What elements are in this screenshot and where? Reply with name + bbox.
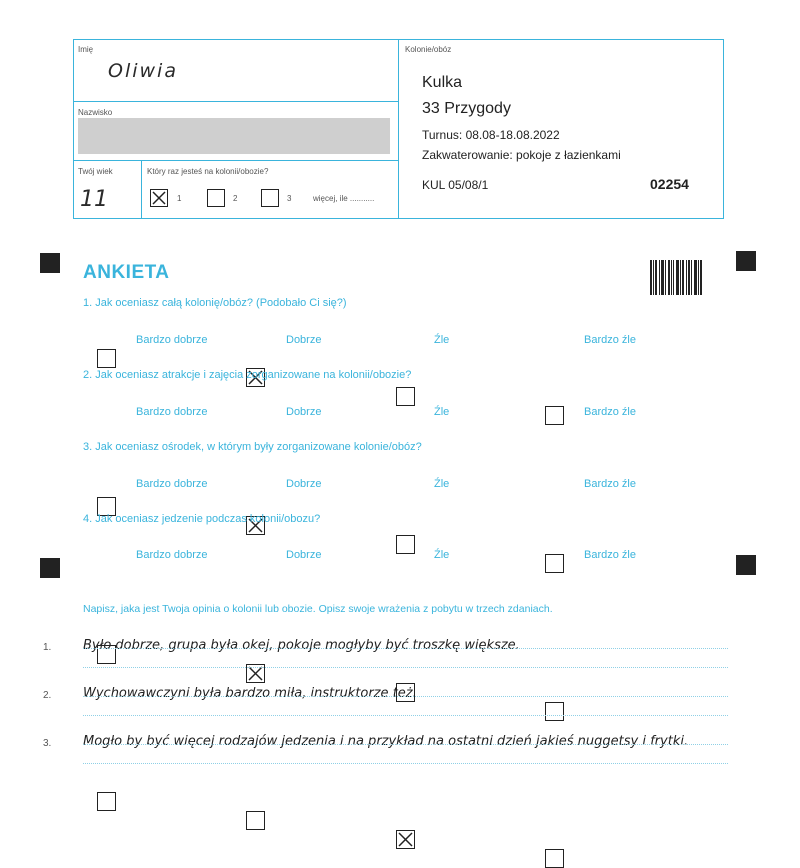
dotted-line — [83, 667, 728, 668]
registration-marker — [40, 558, 60, 578]
times-more-label: więcej, ile ........... — [313, 194, 375, 203]
times-opt-label: 2 — [233, 194, 238, 203]
rating-checkbox[interactable] — [396, 387, 415, 406]
rating-option-label: Dobrze — [286, 406, 322, 418]
times-checkbox-3[interactable] — [261, 189, 279, 207]
rating-checkbox[interactable] — [545, 554, 564, 573]
rating-option-label: Bardzo źle — [584, 549, 636, 561]
times-opt-label: 3 — [287, 194, 292, 203]
rating-checkbox[interactable] — [246, 811, 265, 830]
times-opt-label: 1 — [177, 194, 182, 203]
dotted-line — [83, 744, 728, 745]
question-text: 3. Jak oceniasz ośrodek, w którym były zorganizowane kolonie/obóz? — [83, 441, 422, 453]
camp-code: KUL 05/08/1 — [422, 178, 489, 192]
dotted-line — [83, 648, 728, 649]
times-checkbox-1[interactable] — [150, 189, 168, 207]
question-text: 1. Jak oceniasz całą kolonię/obóz? (Podobało Ci się?) — [83, 297, 347, 309]
handwritten-answer[interactable]: Było dobrze, grupa była okej, pokoje mogłyby być troszkę większe. — [83, 638, 520, 653]
question-text: 2. Jak oceniasz atrakcje i zajęcia zorganizowane na kolonii/obozie? — [83, 369, 412, 381]
rating-option-label: Dobrze — [286, 334, 322, 346]
header-divider — [73, 101, 398, 102]
check-x-icon — [396, 830, 415, 849]
rating-option-label: Bardzo dobrze — [136, 406, 208, 418]
header-divider — [398, 39, 399, 219]
barcode-icon — [650, 260, 702, 295]
line-number: 2. — [43, 690, 52, 701]
rating-checkbox[interactable] — [97, 349, 116, 368]
dotted-line — [83, 696, 728, 697]
rating-checkbox[interactable] — [97, 792, 116, 811]
camp-name: Kulka — [422, 74, 463, 91]
surname-label: Nazwisko — [78, 108, 113, 117]
rating-option-label: Dobrze — [286, 549, 322, 561]
rating-checkbox[interactable] — [545, 406, 564, 425]
handwritten-answer[interactable]: Wychowawczyni była bardzo miła, instruktorze też. — [83, 686, 417, 701]
dotted-line — [83, 715, 728, 716]
rating-checkbox[interactable] — [396, 535, 415, 554]
rating-option-label: Bardzo źle — [584, 478, 636, 490]
survey-title: ANKIETA — [83, 262, 170, 283]
times-checkbox-2[interactable] — [207, 189, 225, 207]
line-number: 1. — [43, 642, 52, 653]
header-divider — [141, 160, 142, 219]
registration-marker — [40, 253, 60, 273]
check-x-icon — [150, 189, 168, 207]
rating-option-label: Bardzo dobrze — [136, 549, 208, 561]
dotted-line — [83, 763, 728, 764]
header-divider — [73, 160, 398, 161]
rating-checkbox[interactable] — [545, 702, 564, 721]
camp-subtitle: 33 Przygody — [422, 100, 511, 117]
opinion-prompt: Napisz, jaka jest Twoja opinia o kolonii lub obozie. Opisz swoje wrażenia z pobytu w trzech zdaniach. — [83, 603, 553, 615]
rating-option-label: Źle — [434, 334, 450, 346]
rating-option-label: Źle — [434, 549, 450, 561]
rating-option-label: Bardzo źle — [584, 406, 636, 418]
handwritten-answer[interactable]: Mogło by być więcej rodzajów jedzenia i na przykład na ostatni dzień jakieś nuggetsy i frytki. — [83, 734, 689, 749]
name-label: Imię — [78, 45, 94, 54]
surname-redacted-field — [78, 118, 390, 154]
question-text: 4. Jak oceniasz jedzenie podczas kolonii/obozu? — [83, 513, 321, 525]
name-value[interactable]: Oliwia — [108, 60, 178, 82]
turnus: Turnus: 08.08-18.08.2022 — [422, 128, 560, 142]
rating-checkbox[interactable] — [545, 849, 564, 868]
rating-option-label: Bardzo źle — [584, 334, 636, 346]
rating-option-label: Dobrze — [286, 478, 322, 490]
rating-checkbox[interactable] — [396, 830, 415, 849]
rating-option-label: Bardzo dobrze — [136, 478, 208, 490]
rating-option-label: Źle — [434, 478, 450, 490]
age-value[interactable]: 11 — [80, 187, 108, 212]
form-number: 02254 — [650, 176, 689, 192]
rating-option-label: Źle — [434, 406, 450, 418]
camp-label: Kolonie/obóz — [405, 45, 452, 54]
rating-option-label: Bardzo dobrze — [136, 334, 208, 346]
line-number: 3. — [43, 738, 52, 749]
registration-marker — [736, 251, 756, 271]
registration-marker — [736, 555, 756, 575]
times-label: Który raz jesteś na kolonii/obozie? — [147, 167, 269, 176]
age-label: Twój wiek — [78, 167, 113, 176]
lodging: Zakwaterowanie: pokoje z łazienkami — [422, 148, 621, 162]
